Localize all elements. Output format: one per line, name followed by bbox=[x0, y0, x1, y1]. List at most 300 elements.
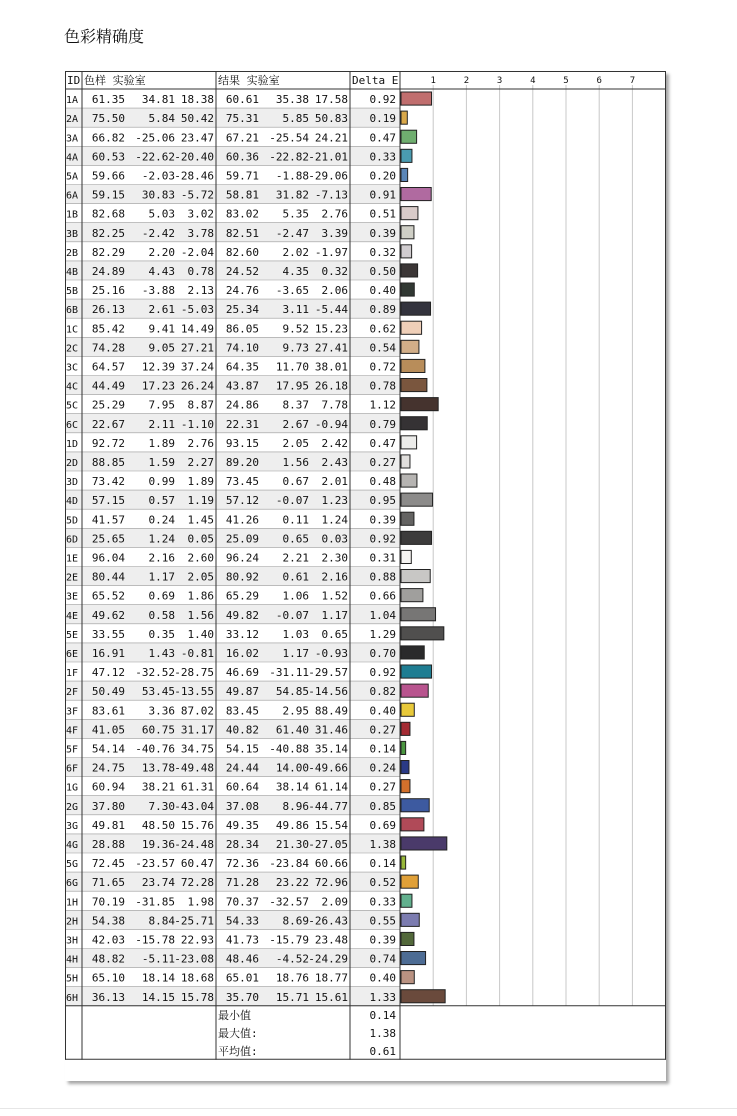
sample-lab-value: 5.03 bbox=[148, 207, 175, 221]
result-lab-value: -22.82 bbox=[269, 150, 309, 164]
result-lab-value: 8.37 bbox=[282, 398, 309, 412]
delta-e-value: 0.31 bbox=[369, 551, 396, 565]
sample-lab-value: 22.67 bbox=[91, 417, 125, 431]
result-lab-value: 38.14 bbox=[275, 780, 309, 794]
result-lab-value: 25.09 bbox=[225, 532, 259, 546]
sample-lab-value: 72.45 bbox=[91, 857, 125, 871]
sample-lab-value: -20.40 bbox=[174, 150, 214, 164]
delta-e-bar bbox=[401, 474, 417, 487]
result-lab-value: 38.01 bbox=[314, 360, 348, 374]
delta-e-bar bbox=[401, 531, 432, 544]
delta-e-value: 0.33 bbox=[369, 895, 396, 909]
sample-lab-value: 49.62 bbox=[91, 608, 125, 622]
delta-e-value: 0.70 bbox=[369, 647, 396, 660]
delta-e-value: 0.14 bbox=[369, 742, 396, 756]
delta-e-value: 0.27 bbox=[369, 456, 396, 469]
result-lab-value: 8.96 bbox=[282, 799, 309, 813]
delta-e-bar bbox=[401, 627, 444, 640]
delta-e-bar bbox=[401, 818, 424, 831]
result-lab-value: 89.20 bbox=[225, 456, 259, 469]
sample-lab-value: -40.76 bbox=[135, 742, 175, 756]
sample-lab-value: 54.14 bbox=[91, 742, 125, 756]
sample-lab-value: -23.08 bbox=[174, 952, 214, 966]
sample-lab-value: 24.89 bbox=[91, 265, 125, 278]
result-lab-value: 88.49 bbox=[314, 704, 348, 718]
delta-e-value: 0.39 bbox=[369, 226, 396, 240]
row-id: 3B bbox=[66, 228, 79, 240]
delta-e-value: 0.74 bbox=[369, 952, 396, 966]
sample-lab-value: -22.62 bbox=[135, 150, 175, 164]
sample-lab-value: 0.57 bbox=[148, 494, 175, 508]
sample-lab-value: -5.03 bbox=[180, 303, 214, 317]
delta-e-value: 0.19 bbox=[369, 112, 396, 126]
result-lab-value: 23.22 bbox=[275, 876, 309, 890]
result-lab-value: 60.36 bbox=[225, 150, 259, 164]
result-lab-value: 2.43 bbox=[321, 456, 348, 469]
result-lab-value: -0.94 bbox=[314, 417, 348, 431]
result-lab-value: -1.88 bbox=[275, 169, 309, 183]
row-id: 1B bbox=[66, 209, 79, 221]
result-lab-value: 41.26 bbox=[225, 513, 259, 527]
sample-lab-value: 37.80 bbox=[91, 799, 125, 813]
result-lab-value: 31.46 bbox=[314, 723, 348, 737]
result-lab-value: 2.67 bbox=[282, 417, 309, 431]
result-lab-value: 0.65 bbox=[282, 532, 309, 546]
result-lab-value: -24.29 bbox=[308, 952, 348, 966]
delta-e-bar bbox=[401, 92, 432, 105]
sample-lab-value: -25.06 bbox=[135, 131, 175, 145]
sample-lab-value: 34.75 bbox=[180, 742, 214, 756]
sample-lab-value: 7.95 bbox=[148, 398, 175, 412]
sample-lab-value: 2.76 bbox=[187, 436, 214, 450]
result-lab-value: 2.06 bbox=[321, 284, 348, 298]
result-lab-value: -25.54 bbox=[269, 131, 309, 145]
sample-lab-value: 2.27 bbox=[187, 456, 214, 469]
result-lab-value: 4.35 bbox=[282, 265, 309, 278]
delta-e-bar bbox=[401, 665, 432, 678]
result-lab-value: 61.14 bbox=[314, 780, 348, 794]
sample-lab-value: 18.14 bbox=[141, 971, 175, 985]
row-id: 1F bbox=[66, 668, 79, 680]
sample-lab-value: 26.24 bbox=[180, 379, 214, 393]
row-id: 1A bbox=[66, 95, 79, 107]
result-lab-value: -29.57 bbox=[308, 666, 348, 680]
result-lab-value: 65.29 bbox=[225, 589, 259, 603]
result-lab-value: 21.30 bbox=[275, 838, 309, 851]
sample-lab-value: 1.98 bbox=[187, 895, 214, 909]
result-lab-value: -7.13 bbox=[314, 188, 348, 202]
sample-lab-value: 22.93 bbox=[180, 933, 214, 947]
result-lab-value: 1.03 bbox=[282, 627, 309, 641]
sample-lab-value: 2.05 bbox=[187, 570, 214, 584]
row-id: 6F bbox=[66, 763, 79, 775]
delta-e-value: 0.88 bbox=[369, 570, 396, 584]
delta-e-bar bbox=[401, 703, 414, 716]
sample-lab-value: 37.24 bbox=[180, 360, 214, 374]
sample-lab-value: 82.25 bbox=[91, 226, 125, 240]
result-lab-value: 49.82 bbox=[225, 608, 259, 622]
sample-lab-value: -13.55 bbox=[174, 685, 214, 699]
color-accuracy-report bbox=[65, 71, 666, 1081]
sample-lab-value: -23.57 bbox=[135, 857, 175, 871]
sample-lab-value: 66.82 bbox=[91, 131, 125, 145]
sample-lab-value: 44.49 bbox=[91, 379, 125, 393]
delta-e-value: 0.48 bbox=[369, 475, 396, 489]
sample-lab-value: 0.99 bbox=[148, 475, 175, 489]
result-lab-value: 3.11 bbox=[282, 303, 309, 317]
result-lab-value: 72.36 bbox=[225, 857, 259, 871]
result-lab-value: 86.05 bbox=[225, 322, 259, 336]
row-id: 3F bbox=[66, 706, 79, 718]
result-lab-value: 82.51 bbox=[225, 226, 259, 240]
sample-lab-value: 1.40 bbox=[187, 627, 214, 641]
result-lab-value: 1.17 bbox=[321, 608, 348, 622]
row-id: 5H bbox=[66, 973, 79, 985]
sample-lab-value: 34.81 bbox=[141, 93, 175, 107]
sample-lab-value: 31.17 bbox=[180, 723, 214, 737]
row-id: 6A bbox=[66, 190, 79, 202]
sample-lab-value: 24.75 bbox=[91, 761, 125, 775]
delta-e-value: 0.39 bbox=[369, 513, 396, 527]
result-lab-value: 15.54 bbox=[314, 818, 348, 832]
sample-lab-value: 36.13 bbox=[91, 990, 125, 1004]
result-lab-value: 5.35 bbox=[282, 207, 309, 221]
sample-lab-value: 65.10 bbox=[91, 971, 125, 985]
delta-e-bar bbox=[401, 837, 447, 850]
row-id: 1D bbox=[66, 438, 79, 450]
x-tick-label: 6 bbox=[596, 76, 602, 86]
sample-lab-value: 70.19 bbox=[91, 895, 125, 909]
result-lab-value: 27.41 bbox=[314, 341, 348, 355]
sample-lab-value: 80.44 bbox=[91, 570, 125, 584]
result-lab-value: 2.05 bbox=[282, 436, 309, 450]
sample-lab-value: 83.61 bbox=[91, 704, 125, 718]
row-id: 1E bbox=[66, 553, 79, 565]
delta-e-value: 0.27 bbox=[369, 780, 396, 794]
result-lab-value: 15.71 bbox=[275, 990, 309, 1004]
delta-e-value: 0.50 bbox=[369, 265, 396, 278]
result-lab-value: 71.28 bbox=[225, 876, 259, 890]
delta-e-bar bbox=[401, 646, 424, 659]
x-tick-label: 5 bbox=[563, 76, 569, 86]
delta-e-value: 0.54 bbox=[369, 341, 396, 355]
result-lab-value: 82.60 bbox=[225, 245, 259, 259]
sample-lab-value: 0.35 bbox=[148, 627, 175, 641]
sample-lab-value: -3.88 bbox=[141, 284, 175, 298]
delta-e-bar bbox=[401, 188, 431, 201]
row-id: 6C bbox=[66, 419, 79, 431]
sample-lab-value: 53.45 bbox=[141, 685, 175, 699]
sample-lab-value: 59.66 bbox=[91, 169, 125, 183]
result-lab-value: 49.87 bbox=[225, 685, 259, 699]
row-id: 5D bbox=[66, 515, 79, 527]
result-lab-value: 46.69 bbox=[225, 666, 259, 680]
delta-e-bar bbox=[401, 780, 410, 793]
result-lab-value: 35.14 bbox=[314, 742, 348, 756]
sample-lab-value: 17.23 bbox=[141, 379, 175, 393]
color-accuracy-chart bbox=[65, 71, 666, 1081]
result-lab-value: -15.79 bbox=[269, 933, 309, 947]
row-id: 5B bbox=[66, 286, 79, 298]
sample-lab-value: 2.11 bbox=[148, 417, 175, 431]
row-id: 6B bbox=[66, 305, 79, 317]
delta-e-bar bbox=[401, 168, 408, 181]
delta-e-bar bbox=[401, 913, 419, 926]
sample-lab-value: -0.81 bbox=[180, 647, 214, 660]
result-lab-value: 0.32 bbox=[321, 265, 348, 278]
row-id: 4H bbox=[66, 954, 79, 966]
sample-lab-value: 50.42 bbox=[180, 112, 214, 126]
result-lab-value: -27.05 bbox=[308, 838, 348, 851]
row-id: 5F bbox=[66, 744, 79, 756]
delta-e-bar bbox=[401, 302, 431, 315]
delta-e-bar bbox=[401, 398, 438, 411]
delta-e-value: 1.33 bbox=[369, 990, 396, 1004]
sample-lab-value: 50.49 bbox=[91, 685, 125, 699]
delta-e-bar bbox=[401, 875, 418, 888]
sample-lab-value: 75.50 bbox=[91, 112, 125, 126]
sample-lab-value: 0.69 bbox=[148, 589, 175, 603]
delta-e-value: 1.38 bbox=[369, 838, 396, 851]
delta-e-bar bbox=[401, 264, 418, 277]
row-id: 3G bbox=[66, 820, 79, 832]
summary-value: 0.61 bbox=[369, 1044, 396, 1058]
sample-lab-value: 41.05 bbox=[91, 723, 125, 737]
result-lab-value: 0.11 bbox=[282, 513, 309, 527]
result-lab-value: 35.70 bbox=[225, 990, 259, 1004]
result-lab-value: 75.31 bbox=[225, 112, 259, 126]
row-id: 5C bbox=[66, 400, 79, 412]
sample-lab-value: 60.94 bbox=[91, 780, 125, 794]
delta-e-value: 0.52 bbox=[369, 876, 396, 890]
delta-e-value: 0.95 bbox=[369, 494, 396, 508]
result-lab-value: 9.52 bbox=[282, 322, 309, 336]
sample-lab-value: 9.41 bbox=[148, 322, 175, 336]
delta-e-value: 0.51 bbox=[369, 207, 396, 221]
delta-e-value: 1.12 bbox=[369, 398, 396, 412]
result-lab-value: 57.12 bbox=[225, 494, 259, 508]
result-lab-value: 14.00 bbox=[275, 761, 309, 775]
sample-lab-value: 57.15 bbox=[91, 494, 125, 508]
result-lab-value: -26.43 bbox=[308, 914, 348, 928]
result-lab-value: 2.16 bbox=[321, 570, 348, 584]
delta-e-value: 0.91 bbox=[369, 188, 396, 202]
delta-e-bar bbox=[401, 741, 406, 754]
result-lab-value: -0.07 bbox=[275, 608, 309, 622]
delta-e-bar bbox=[401, 550, 411, 563]
sample-lab-value: 25.65 bbox=[91, 532, 125, 546]
delta-e-value: 0.40 bbox=[369, 704, 396, 718]
sample-lab-value: 82.29 bbox=[91, 245, 125, 259]
result-lab-value: 41.73 bbox=[225, 933, 259, 947]
summary-label: 最小值 bbox=[218, 1008, 251, 1022]
row-id: 1C bbox=[66, 324, 79, 336]
sample-lab-value: 14.15 bbox=[141, 990, 175, 1004]
result-lab-value: 33.12 bbox=[225, 627, 259, 641]
delta-e-bar bbox=[401, 359, 425, 372]
delta-e-bar bbox=[401, 111, 407, 124]
delta-e-value: 0.27 bbox=[369, 723, 396, 737]
sample-lab-value: 28.88 bbox=[91, 838, 125, 851]
result-lab-value: 2.21 bbox=[282, 551, 309, 565]
sample-lab-value: 8.84 bbox=[148, 914, 175, 928]
delta-e-bar bbox=[401, 417, 427, 430]
sample-lab-value: 13.78 bbox=[141, 761, 175, 775]
row-id: 4A bbox=[66, 152, 79, 164]
sample-lab-value: 61.35 bbox=[91, 93, 125, 107]
result-lab-value: 0.67 bbox=[282, 475, 309, 489]
sample-lab-value: 0.78 bbox=[187, 265, 214, 278]
result-lab-value: 18.76 bbox=[275, 971, 309, 985]
sample-lab-value: 18.38 bbox=[180, 93, 214, 107]
delta-e-bar bbox=[401, 149, 412, 162]
delta-e-value: 0.33 bbox=[369, 150, 396, 164]
row-id: 3D bbox=[66, 477, 79, 489]
delta-e-value: 0.14 bbox=[369, 857, 396, 871]
sample-lab-value: 72.28 bbox=[180, 876, 214, 890]
row-id: 3A bbox=[66, 133, 79, 145]
result-lab-value: 7.78 bbox=[321, 398, 348, 412]
sample-lab-value: 23.74 bbox=[141, 876, 175, 890]
delta-e-value: 0.69 bbox=[369, 818, 396, 832]
sample-lab-value: 92.72 bbox=[91, 436, 125, 450]
sample-lab-value: 26.13 bbox=[91, 303, 125, 317]
sample-lab-value: 1.89 bbox=[148, 436, 175, 450]
result-lab-value: 65.01 bbox=[225, 971, 259, 985]
row-id: 4E bbox=[66, 610, 79, 622]
delta-e-value: 0.82 bbox=[369, 685, 396, 699]
row-id: 3H bbox=[66, 935, 79, 947]
result-lab-value: 74.10 bbox=[225, 341, 259, 355]
sample-lab-value: -28.75 bbox=[174, 666, 214, 680]
sample-lab-value: 1.17 bbox=[148, 570, 175, 584]
result-lab-value: 2.95 bbox=[282, 704, 309, 718]
delta-e-value: 0.40 bbox=[369, 284, 396, 298]
delta-e-value: 1.04 bbox=[369, 608, 396, 622]
result-lab-value: 2.02 bbox=[282, 245, 309, 259]
delta-e-bar bbox=[401, 570, 430, 583]
result-lab-value: 15.61 bbox=[314, 990, 348, 1004]
sample-lab-value: -2.42 bbox=[141, 226, 175, 240]
header-sample-lab: 色样 实验室 bbox=[84, 74, 146, 87]
sample-lab-value: 71.65 bbox=[91, 876, 125, 890]
sample-lab-value: 74.28 bbox=[91, 341, 125, 355]
sample-lab-value: -32.52 bbox=[135, 666, 175, 680]
delta-e-value: 0.89 bbox=[369, 303, 396, 317]
result-lab-value: 17.58 bbox=[314, 93, 348, 107]
sample-lab-value: 1.24 bbox=[148, 532, 175, 546]
delta-e-bar bbox=[401, 379, 427, 392]
row-id: 4F bbox=[66, 725, 79, 737]
result-lab-value: 54.33 bbox=[225, 914, 259, 928]
sample-lab-value: 87.02 bbox=[180, 704, 214, 718]
summary-label: 平均值: bbox=[218, 1044, 258, 1058]
result-lab-value: 23.48 bbox=[314, 933, 348, 947]
sample-lab-value: 38.21 bbox=[141, 780, 175, 794]
result-lab-value: -14.56 bbox=[308, 685, 348, 699]
delta-e-value: 0.66 bbox=[369, 589, 396, 603]
delta-e-bar bbox=[401, 512, 414, 525]
result-lab-value: 61.40 bbox=[275, 723, 309, 737]
delta-e-bar bbox=[401, 340, 419, 353]
row-id: 2F bbox=[66, 687, 79, 699]
row-id: 4C bbox=[66, 381, 79, 393]
sample-lab-value: 1.19 bbox=[187, 494, 214, 508]
result-lab-value: 67.21 bbox=[225, 131, 259, 145]
sample-lab-value: -43.04 bbox=[174, 799, 214, 813]
sample-lab-value: -31.85 bbox=[135, 895, 175, 909]
delta-e-value: 0.39 bbox=[369, 933, 396, 947]
delta-e-bar bbox=[401, 245, 412, 258]
result-lab-value: 43.87 bbox=[225, 379, 259, 393]
row-id: 2D bbox=[66, 458, 79, 469]
sample-lab-value: -2.04 bbox=[180, 245, 214, 259]
delta-e-value: 0.20 bbox=[369, 169, 396, 183]
result-lab-value: -3.65 bbox=[275, 284, 309, 298]
row-id: 5A bbox=[66, 171, 79, 183]
result-lab-value: 1.24 bbox=[321, 513, 348, 527]
result-lab-value: 2.09 bbox=[321, 895, 348, 909]
result-lab-value: -4.52 bbox=[275, 952, 309, 966]
sample-lab-value: 7.30 bbox=[148, 799, 175, 813]
result-lab-value: 24.21 bbox=[314, 131, 348, 145]
delta-e-bar bbox=[401, 283, 414, 296]
delta-e-bar bbox=[401, 799, 429, 812]
result-lab-value: 24.76 bbox=[225, 284, 259, 298]
sample-lab-value: 25.16 bbox=[91, 284, 125, 298]
sample-lab-value: 12.39 bbox=[141, 360, 175, 374]
result-lab-value: -32.57 bbox=[269, 895, 309, 909]
sample-lab-value: -15.78 bbox=[135, 933, 175, 947]
row-id: 2B bbox=[66, 247, 79, 259]
header-id: ID bbox=[67, 74, 81, 87]
sample-lab-value: 3.36 bbox=[148, 704, 175, 718]
result-lab-value: 2.30 bbox=[321, 551, 348, 565]
sample-lab-value: 5.84 bbox=[148, 112, 175, 126]
result-lab-value: 2.76 bbox=[321, 207, 348, 221]
sample-lab-value: -49.48 bbox=[174, 761, 214, 775]
result-lab-value: 25.34 bbox=[225, 303, 259, 317]
delta-e-value: 0.92 bbox=[369, 93, 396, 107]
sample-lab-value: 25.29 bbox=[91, 398, 125, 412]
result-lab-value: 96.24 bbox=[225, 551, 259, 565]
delta-e-bar bbox=[401, 932, 414, 945]
result-lab-value: 2.01 bbox=[321, 475, 348, 489]
sample-lab-value: 96.04 bbox=[91, 551, 125, 565]
result-lab-value: 0.03 bbox=[321, 532, 348, 546]
sample-lab-value: 16.91 bbox=[91, 647, 125, 660]
row-id: 6G bbox=[66, 878, 79, 890]
delta-e-bar bbox=[401, 952, 426, 965]
sample-lab-value: 59.15 bbox=[91, 188, 125, 202]
sample-lab-value: 61.31 bbox=[180, 780, 214, 794]
delta-e-value: 0.92 bbox=[369, 532, 396, 546]
result-lab-value: 16.02 bbox=[225, 647, 259, 660]
result-lab-value: -21.01 bbox=[308, 150, 348, 164]
delta-e-value: 0.32 bbox=[369, 245, 396, 259]
sample-lab-value: -5.72 bbox=[180, 188, 214, 202]
summary-value: 1.38 bbox=[369, 1026, 396, 1040]
delta-e-bar bbox=[401, 455, 410, 468]
delta-e-bar bbox=[401, 971, 414, 984]
result-lab-value: 31.82 bbox=[275, 188, 309, 202]
result-lab-value: 54.15 bbox=[225, 742, 259, 756]
sample-lab-value: 9.05 bbox=[148, 341, 175, 355]
sample-lab-value: 2.60 bbox=[187, 551, 214, 565]
sample-lab-value: -28.46 bbox=[174, 169, 214, 183]
result-lab-value: 54.85 bbox=[275, 685, 309, 699]
sample-lab-value: 85.42 bbox=[91, 322, 125, 336]
